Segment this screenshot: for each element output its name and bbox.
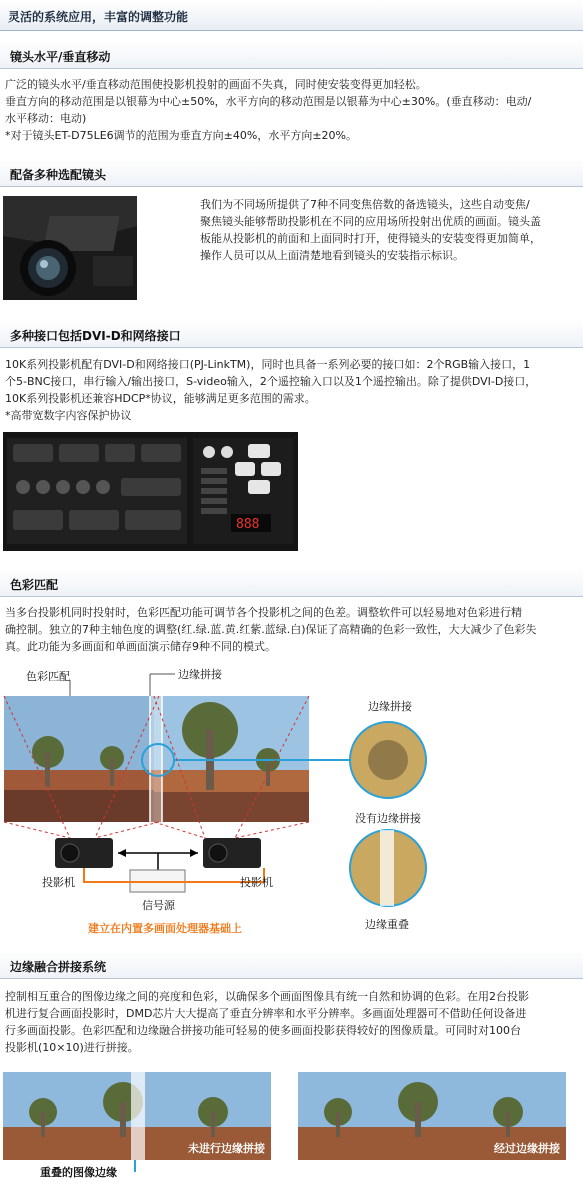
section-title: 多种接口包括DVI-D和网络接口: [10, 329, 181, 343]
color-text: [5, 604, 580, 655]
text-line: 垂直方向的移动范围是以银幕为中心±50%，水平方向的移动范围是以银幕为中心±30%。(垂直移动：电动/: [5, 95, 532, 108]
text-line: 投影机(10×10)进行拼接。: [5, 1041, 139, 1054]
section-title: 配备多种选配镜头: [10, 168, 107, 182]
section-title: 色彩匹配: [10, 578, 59, 592]
section-header-edge-blend: [0, 950, 583, 979]
text-line: *对于镜头ET-D75LE6调节的范围为垂直方向±40%，水平方向±20%。: [5, 129, 358, 142]
label-processor-note: 建立在内置多画面处理器基础上: [88, 922, 242, 935]
label-edge-blend-top: 边缘拼接: [178, 668, 222, 681]
caption-before: 未进行边缘拼接: [188, 1142, 265, 1155]
overlap-pointer: [134, 1160, 136, 1172]
label-edge-blend-right: 边缘拼接: [368, 700, 412, 713]
label-projector-left: 投影机: [42, 876, 75, 889]
text-line: 10K系列投影机配有DVI-D和网络接口(PJ-LinkTM)，同时也具备一系列必要的接口如：2个RGB输入接口，1: [5, 358, 531, 371]
rear-panel-illustration: [3, 432, 298, 551]
label-overlap-edge: 重叠的图像边缘: [40, 1166, 117, 1179]
lens-shift-text: [5, 76, 580, 144]
ports-panel-photo: [3, 432, 298, 551]
section-header-color: [0, 568, 583, 597]
text-line: 控制相互重合的图像边缘之间的亮度和色彩，以确保多个画面图像具有统一自然和协调的色彩。在用2台投影: [5, 990, 529, 1003]
text-line: 确控制。独立的7种主轴色度的调整(红.绿.蓝.黄.红紫.蓝绿.白)保证了高精确的色彩一致性，大大减少了色彩失: [5, 623, 537, 636]
text-line: 机进行复合画面投影时，DMD芯片大大提高了垂直分辨率和水平分辨率。多画面处理器可不借助任何设备进: [5, 1007, 527, 1020]
section-header-ports: [0, 319, 583, 348]
led-display: 888: [236, 517, 260, 532]
text-line: 行多画面投影。色彩匹配和边缘融合拼接功能可轻易的使多画面投影获得较好的图像质量。可同时对100台: [5, 1024, 521, 1037]
label-color-match: 色彩匹配: [26, 670, 70, 683]
page-header: [0, 0, 583, 31]
section-header-lens-shift: [0, 40, 583, 69]
blend-diagram: [0, 660, 583, 940]
text-line: 聚焦镜头能够帮助投影机在不同的应用场所投射出优质的画面。镜头盖: [200, 215, 541, 228]
text-line: 当多台投影机同时投射时，色彩匹配功能可调节各个投影机之间的色差。调整软件可以轻易地对色彩进行精: [5, 606, 522, 619]
section-title: 边缘融合拼接系统: [10, 960, 107, 974]
lens-photo: [3, 196, 137, 300]
text-line: 10K系列投影机还兼容HDCP*协议，能够满足更多范围的需求。: [5, 392, 316, 405]
edge-blend-text: [5, 988, 580, 1056]
label-signal-source: 信号源: [142, 899, 175, 912]
page-title: 灵活的系统应用，丰富的调整功能: [8, 10, 189, 24]
photo-after-blend: [298, 1072, 566, 1160]
text-line: 水平移动：电动): [5, 112, 87, 125]
text-line: 板能从投影机的前面和上面同时打开，使得镜头的安装变得更加简单，: [200, 232, 541, 245]
section-header-lenses: [0, 158, 583, 187]
text-line: 我们为不同场所提供了7种不同变焦倍数的备选镜头，这些自动变焦/: [200, 198, 530, 211]
photo-before-blend: [3, 1072, 271, 1160]
lenses-text: [200, 196, 580, 264]
projector-lens-illustration: [3, 196, 137, 300]
text-line: 个5-BNC接口，串行输入/输出接口，S-video输入，2个遥控输入口以及1个遥控输出。除了提供DVI-D接口，: [5, 375, 537, 388]
text-line: 广泛的镜头水平/垂直移动范围使投影机投射的画面不失真，同时使安装变得更加轻松。: [5, 78, 427, 91]
text-line: 操作人员可以从上面清楚地看到镜头的安装指示标识。: [200, 249, 464, 262]
label-no-edge-blend: 没有边缘拼接: [355, 812, 421, 825]
ports-text: [5, 356, 580, 424]
caption-after: 经过边缘拼接: [494, 1142, 560, 1155]
label-projector-right: 投影机: [240, 876, 273, 889]
label-edge-overlap: 边缘重叠: [365, 918, 409, 931]
section-title: 镜头水平/垂直移动: [10, 50, 111, 64]
text-line: *高带宽数字内容保护协议: [5, 409, 132, 422]
text-line: 真。此功能为多画面和单画面演示储存9种不同的模式。: [5, 640, 276, 653]
